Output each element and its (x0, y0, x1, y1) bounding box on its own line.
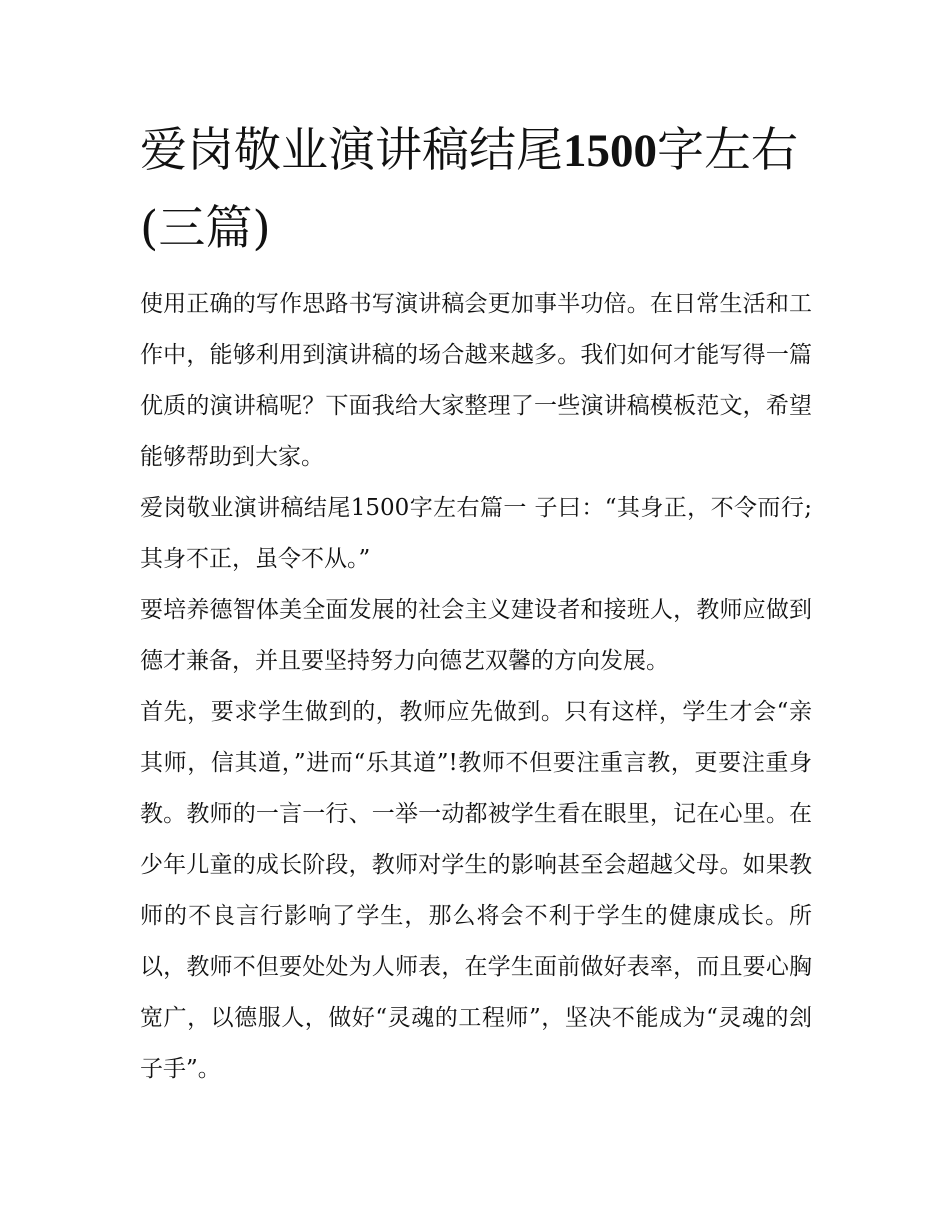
section-one-heading-paragraph: 爱岗敬业演讲稿结尾1500字左右篇一 子曰：“其身正，不令而行;其身不正，虽令不从。” (140, 495, 812, 572)
intro-paragraph: 使用正确的写作思路书写演讲稿会更加事半功倍。在日常生活和工作中，能够利用到演讲稿的场合越来越多。我们如何才能写得一篇优质的演讲稿呢？下面我给大家整理了一些演讲稿模板范文，希望能够帮助到大家。 (140, 291, 812, 470)
document-body (140, 279, 812, 1095)
body-paragraph: 首先，要求学生做到的，教师应先做到。只有这样，学生才会“亲其师，信其道，”进而“乐其道”!教师不但要注重言教，更要注重身教。教师的一言一行、一举一动都被学生看在眼里，记在心里。在少年儿童的成长阶段，教师对学生的影响甚至会超越父母。如果教师的不良言行影响了学生，那么将会不利于学生的健康成长。所以，教师不但要处处为人师表，在学生面前做好表率，而且要心胸宽广，以德服人，做好“灵魂的工程师”，坚决不能成为“灵魂的刽子手”。 (140, 699, 812, 1082)
body-paragraph: 要培养德智体美全面发展的社会主义建设者和接班人，教师应做到德才兼备，并且要坚持努力向德艺双馨的方向发展。 (140, 597, 812, 674)
title-text-part1: 爱岗敬业演讲稿结尾 (140, 123, 563, 178)
document-title (140, 112, 820, 267)
title-number: 1500 (563, 125, 657, 177)
title-text-part2: 字左右(三篇) (140, 123, 798, 256)
